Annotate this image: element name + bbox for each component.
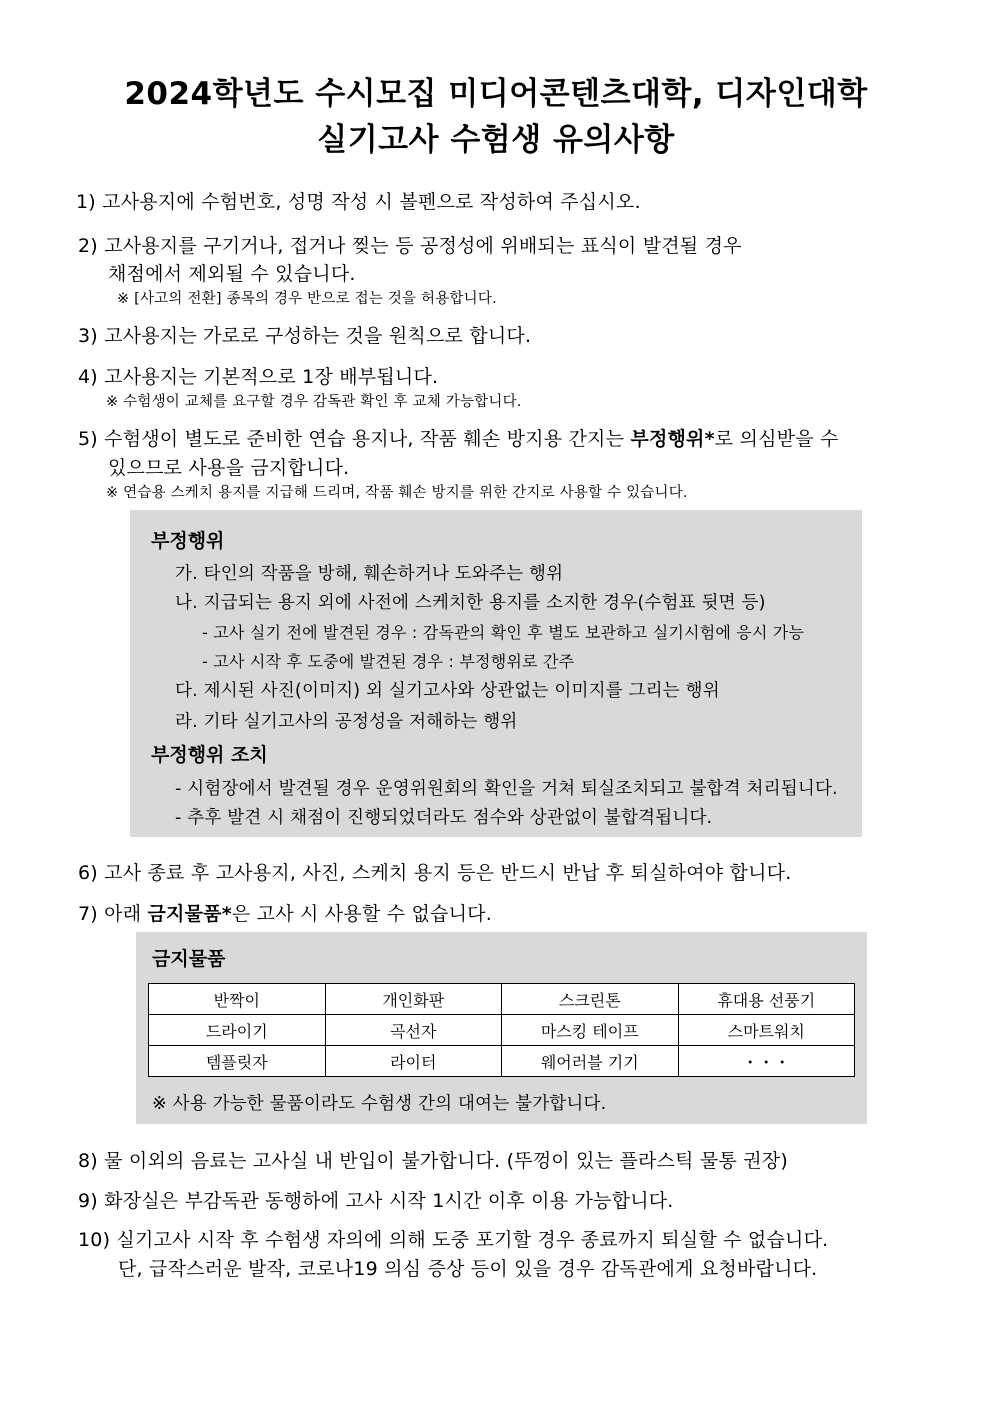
item-5-text-post: 로 의심받을 수 xyxy=(714,428,839,450)
item-3: 3) 고사용지는 가로로 구성하는 것을 원칙으로 합니다. xyxy=(78,325,532,347)
table-cell: 웨어러블 기기 xyxy=(502,1046,679,1077)
item-5-text-pre: 5) 수험생이 별도로 준비한 연습 용지나, 작품 훼손 방지용 간지는 xyxy=(78,428,631,450)
item-10-line-2: 단, 급작스러운 발작, 코로나19 의심 증상 등이 있을 경우 감독관에게 요청바랍니다. xyxy=(118,1258,818,1280)
item-2-line-2: 채점에서 제외될 수 있습니다. xyxy=(108,263,356,285)
table-cell: 개인화판 xyxy=(325,984,502,1015)
title-line-1: 2024학년도 수시모집 미디어콘텐츠대학, 디자인대학 xyxy=(124,76,868,112)
prohibited-items-table xyxy=(148,983,855,1077)
item-7-text-post: 은 고사 시 사용할 수 없습니다. xyxy=(231,903,492,925)
table-cell: 반짝이 xyxy=(149,984,326,1015)
misconduct-item-ra: 라. 기타 실기고사의 공정성을 저해하는 행위 xyxy=(175,712,518,732)
table-row xyxy=(149,1015,855,1046)
item-7 xyxy=(78,899,492,926)
misconduct-action-1: - 시험장에서 발견될 경우 운영위원회의 확인을 거쳐 퇴실조치되고 불합격 처리됩니다. xyxy=(175,779,838,799)
misconduct-item-ga: 가. 타인의 작품을 방해, 훼손하거나 도와주는 행위 xyxy=(175,564,564,584)
prohibited-heading: 금지물품 xyxy=(152,948,226,970)
table-cell: 휴대용 선풍기 xyxy=(678,984,855,1015)
item-5-text-bold: 부정행위* xyxy=(630,428,715,450)
item-6: 6) 고사 종료 후 고사용지, 사진, 스케치 용지 등은 반드시 반납 후 퇴실하여야 합니다. xyxy=(78,862,792,884)
title-line-2: 실기고사 수험생 유의사항 xyxy=(317,122,675,158)
misconduct-heading: 부정행위 xyxy=(151,530,225,552)
table-cell: ・・・ xyxy=(678,1046,855,1077)
prohibited-note: ※ 사용 가능한 물품이라도 수험생 간의 대여는 불가합니다. xyxy=(152,1094,607,1114)
misconduct-item-na-sub-2: - 고사 시작 후 도중에 발견된 경우 : 부정행위로 간주 xyxy=(202,652,575,671)
misconduct-item-na: 나. 지급되는 용지 외에 사전에 스케치한 용지를 소지한 경우(수험표 뒷면 등) xyxy=(175,593,766,613)
item-1: 1) 고사용지에 수험번호, 성명 작성 시 볼펜으로 작성하여 주십시오. xyxy=(76,191,641,213)
item-7-text-bold: 금지물품* xyxy=(147,903,232,925)
table-cell: 스마트워치 xyxy=(678,1015,855,1046)
item-5-note: ※ 연습용 스케치 용지를 지급해 드리며, 작품 훼손 방지를 위한 간지로 사용할 수 있습니다. xyxy=(106,485,688,501)
misconduct-item-da: 다. 제시된 사진(이미지) 외 실기고사와 상관없는 이미지를 그리는 행위 xyxy=(175,681,720,701)
table-row xyxy=(149,984,855,1015)
misconduct-action-2: - 추후 발견 시 채점이 진행되었더라도 점수와 상관없이 불합격됩니다. xyxy=(175,808,713,828)
item-4-note: ※ 수험생이 교체를 요구할 경우 감독관 확인 후 교체 가능합니다. xyxy=(106,394,522,410)
table-cell: 스크린톤 xyxy=(502,984,679,1015)
item-5-line-2: 있으므로 사용을 금지합니다. xyxy=(108,457,350,479)
table-cell: 마스킹 테이프 xyxy=(502,1015,679,1046)
table-cell: 드라이기 xyxy=(149,1015,326,1046)
item-10-line-1: 10) 실기고사 시작 후 수험생 자의에 의해 도중 포기할 경우 종료까지 퇴실할 수 없습니다. xyxy=(78,1229,829,1251)
item-7-text-pre: 7) 아래 xyxy=(78,903,148,925)
misconduct-action-heading: 부정행위 조치 xyxy=(151,744,268,766)
misconduct-item-na-sub-1: - 고사 실기 전에 발견된 경우 : 감독관의 확인 후 별도 보관하고 실기시험에 응시 가능 xyxy=(202,623,805,642)
table-row xyxy=(149,1046,855,1077)
item-2-note: ※ [사고의 전환] 종목의 경우 반으로 접는 것을 허용합니다. xyxy=(117,291,497,307)
item-8: 8) 물 이외의 음료는 고사실 내 반입이 불가합니다. (뚜껑이 있는 플라스틱 물통 권장) xyxy=(78,1150,788,1172)
item-2-line-1: 2) 고사용지를 구기거나, 접거나 찢는 등 공정성에 위배되는 표식이 발견될 경우 xyxy=(78,235,742,257)
item-5-line-1 xyxy=(78,424,839,451)
item-9: 9) 화장실은 부감독관 동행하에 고사 시작 1시간 이후 이용 가능합니다. xyxy=(78,1190,674,1212)
misconduct-box xyxy=(130,510,862,837)
table-cell: 템플릿자 xyxy=(149,1046,326,1077)
table-cell: 곡선자 xyxy=(325,1015,502,1046)
item-4: 4) 고사용지는 기본적으로 1장 배부됩니다. xyxy=(78,366,439,388)
table-cell: 라이터 xyxy=(325,1046,502,1077)
